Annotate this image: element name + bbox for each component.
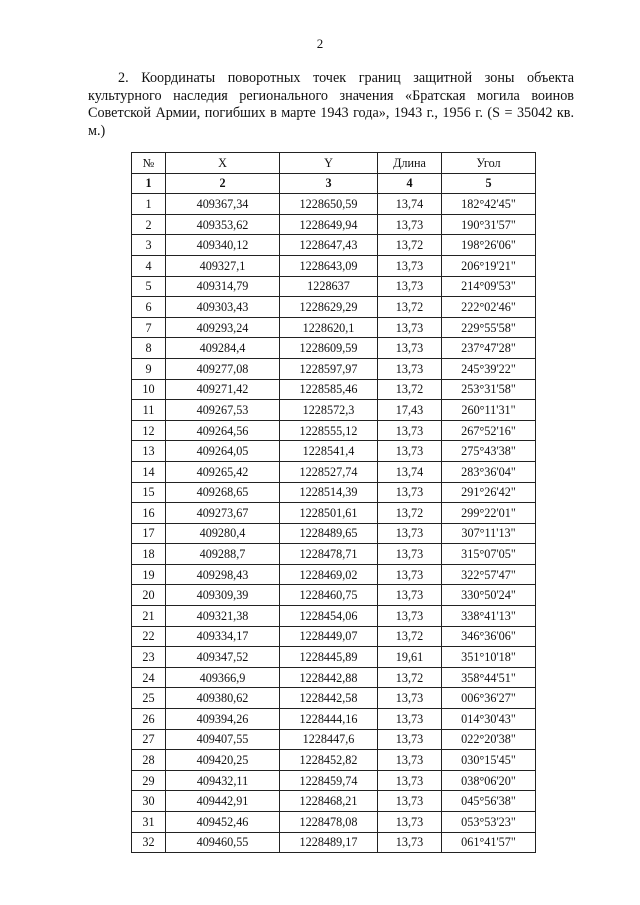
cell-x: 409347,52	[166, 647, 280, 668]
cell-length: 13,72	[378, 379, 442, 400]
cell-angle: 330°50'24"	[442, 585, 536, 606]
cell-x: 409380,62	[166, 688, 280, 709]
cell-length: 19,61	[378, 647, 442, 668]
cell-y: 1228478,71	[280, 544, 378, 565]
table-row	[132, 606, 536, 627]
cell-length: 13,73	[378, 585, 442, 606]
cell-length: 13,73	[378, 709, 442, 730]
cell-y: 1228468,21	[280, 791, 378, 812]
cell-angle: 253°31'58"	[442, 379, 536, 400]
column-number: 2	[166, 173, 280, 194]
cell-length: 13,72	[378, 297, 442, 318]
cell-number: 19	[132, 564, 166, 585]
table-row	[132, 317, 536, 338]
cell-number: 18	[132, 544, 166, 565]
cell-length: 13,72	[378, 667, 442, 688]
cell-number: 11	[132, 400, 166, 421]
cell-x: 409452,46	[166, 812, 280, 833]
table-row	[132, 379, 536, 400]
header-length: Длина	[378, 153, 442, 174]
cell-angle: 038°06'20"	[442, 770, 536, 791]
cell-y: 1228444,16	[280, 709, 378, 730]
coordinates-table	[131, 152, 536, 853]
cell-length: 13,73	[378, 358, 442, 379]
cell-x: 409284,4	[166, 338, 280, 359]
cell-x: 409288,7	[166, 544, 280, 565]
cell-y: 1228452,82	[280, 750, 378, 771]
cell-x: 409442,91	[166, 791, 280, 812]
cell-length: 13,74	[378, 461, 442, 482]
cell-angle: 045°56'38"	[442, 791, 536, 812]
cell-x: 409280,4	[166, 523, 280, 544]
table-row	[132, 832, 536, 853]
column-number: 5	[442, 173, 536, 194]
cell-number: 24	[132, 667, 166, 688]
cell-angle: 198°26'06"	[442, 235, 536, 256]
cell-x: 409264,05	[166, 441, 280, 462]
table-row	[132, 276, 536, 297]
cell-x: 409420,25	[166, 750, 280, 771]
cell-x: 409298,43	[166, 564, 280, 585]
table-row	[132, 503, 536, 524]
cell-y: 1228527,74	[280, 461, 378, 482]
section-intro-text: 2. Координаты поворотных точек границ защитной зоны объекта культурного наследия регионального значения «Братская могила воинов Советской Армии, погибших в марте 1943 года», 1943 г., 1956 г. (S = 35042 кв. м.)	[88, 70, 574, 139]
cell-number: 6	[132, 297, 166, 318]
cell-length: 13,73	[378, 832, 442, 853]
cell-angle: 053°53'23"	[442, 812, 536, 833]
header-angle: Угол	[442, 153, 536, 174]
table-row	[132, 214, 536, 235]
cell-angle: 283°36'04"	[442, 461, 536, 482]
cell-x: 409340,12	[166, 235, 280, 256]
header-x: X	[166, 153, 280, 174]
cell-x: 409407,55	[166, 729, 280, 750]
cell-angle: 206°19'21"	[442, 255, 536, 276]
cell-y: 1228555,12	[280, 420, 378, 441]
cell-number: 5	[132, 276, 166, 297]
cell-y: 1228442,88	[280, 667, 378, 688]
table-row	[132, 358, 536, 379]
cell-length: 13,73	[378, 770, 442, 791]
table-row	[132, 235, 536, 256]
cell-y: 1228501,61	[280, 503, 378, 524]
coordinates-table-body	[132, 194, 536, 853]
cell-y: 1228469,02	[280, 564, 378, 585]
cell-y: 1228541,4	[280, 441, 378, 462]
table-row	[132, 544, 536, 565]
cell-y: 1228620,1	[280, 317, 378, 338]
cell-number: 21	[132, 606, 166, 627]
cell-angle: 267°52'16"	[442, 420, 536, 441]
cell-number: 16	[132, 503, 166, 524]
cell-number: 30	[132, 791, 166, 812]
cell-angle: 275°43'38"	[442, 441, 536, 462]
cell-number: 31	[132, 812, 166, 833]
table-row	[132, 770, 536, 791]
cell-y: 1228647,43	[280, 235, 378, 256]
cell-angle: 351°10'18"	[442, 647, 536, 668]
cell-number: 3	[132, 235, 166, 256]
table-row	[132, 626, 536, 647]
cell-number: 7	[132, 317, 166, 338]
cell-y: 1228489,65	[280, 523, 378, 544]
cell-x: 409267,53	[166, 400, 280, 421]
cell-number: 13	[132, 441, 166, 462]
cell-angle: 237°47'28"	[442, 338, 536, 359]
cell-number: 1	[132, 194, 166, 215]
cell-length: 13,72	[378, 626, 442, 647]
table-row	[132, 420, 536, 441]
cell-y: 1228597,97	[280, 358, 378, 379]
cell-y: 1228585,46	[280, 379, 378, 400]
cell-angle: 245°39'22"	[442, 358, 536, 379]
cell-angle: 322°57'47"	[442, 564, 536, 585]
table-header-row	[132, 153, 536, 174]
cell-length: 13,73	[378, 255, 442, 276]
cell-length: 13,73	[378, 214, 442, 235]
table-row	[132, 709, 536, 730]
cell-angle: 291°26'42"	[442, 482, 536, 503]
cell-length: 13,73	[378, 338, 442, 359]
cell-number: 32	[132, 832, 166, 853]
column-number: 3	[280, 173, 378, 194]
cell-x: 409264,56	[166, 420, 280, 441]
cell-y: 1228449,07	[280, 626, 378, 647]
column-number: 1	[132, 173, 166, 194]
cell-y: 1228514,39	[280, 482, 378, 503]
table-row	[132, 729, 536, 750]
cell-number: 4	[132, 255, 166, 276]
cell-x: 409309,39	[166, 585, 280, 606]
cell-number: 29	[132, 770, 166, 791]
table-row	[132, 688, 536, 709]
cell-x: 409460,55	[166, 832, 280, 853]
column-number: 4	[378, 173, 442, 194]
cell-number: 15	[132, 482, 166, 503]
cell-number: 2	[132, 214, 166, 235]
column-number-row	[132, 173, 536, 194]
cell-y: 1228643,09	[280, 255, 378, 276]
cell-y: 1228650,59	[280, 194, 378, 215]
table-row	[132, 667, 536, 688]
table-row	[132, 461, 536, 482]
cell-y: 1228460,75	[280, 585, 378, 606]
cell-x: 409271,42	[166, 379, 280, 400]
table-row	[132, 194, 536, 215]
cell-length: 13,72	[378, 235, 442, 256]
cell-y: 1228454,06	[280, 606, 378, 627]
cell-angle: 346°36'06"	[442, 626, 536, 647]
table-row	[132, 647, 536, 668]
table-row	[132, 338, 536, 359]
table-row	[132, 482, 536, 503]
cell-length: 13,73	[378, 791, 442, 812]
cell-angle: 315°07'05"	[442, 544, 536, 565]
header-number: №	[132, 153, 166, 174]
cell-length: 13,73	[378, 606, 442, 627]
cell-y: 1228478,08	[280, 812, 378, 833]
cell-y: 1228459,74	[280, 770, 378, 791]
cell-angle: 299°22'01"	[442, 503, 536, 524]
cell-y: 1228637	[280, 276, 378, 297]
cell-x: 409394,26	[166, 709, 280, 730]
cell-number: 14	[132, 461, 166, 482]
table-row	[132, 750, 536, 771]
cell-x: 409334,17	[166, 626, 280, 647]
cell-x: 409303,43	[166, 297, 280, 318]
table-row	[132, 791, 536, 812]
cell-x: 409265,42	[166, 461, 280, 482]
table-row	[132, 812, 536, 833]
cell-number: 27	[132, 729, 166, 750]
cell-length: 13,73	[378, 482, 442, 503]
cell-length: 13,73	[378, 523, 442, 544]
cell-x: 409321,38	[166, 606, 280, 627]
cell-x: 409273,67	[166, 503, 280, 524]
cell-angle: 014°30'43"	[442, 709, 536, 730]
table-row	[132, 255, 536, 276]
cell-x: 409353,62	[166, 214, 280, 235]
cell-number: 22	[132, 626, 166, 647]
table-row	[132, 441, 536, 462]
cell-length: 17,43	[378, 400, 442, 421]
cell-length: 13,73	[378, 420, 442, 441]
cell-angle: 190°31'57"	[442, 214, 536, 235]
cell-y: 1228649,94	[280, 214, 378, 235]
cell-x: 409366,9	[166, 667, 280, 688]
cell-x: 409277,08	[166, 358, 280, 379]
cell-length: 13,73	[378, 729, 442, 750]
cell-y: 1228629,29	[280, 297, 378, 318]
cell-number: 26	[132, 709, 166, 730]
cell-y: 1228489,17	[280, 832, 378, 853]
cell-y: 1228572,3	[280, 400, 378, 421]
cell-angle: 338°41'13"	[442, 606, 536, 627]
cell-number: 9	[132, 358, 166, 379]
table-row	[132, 523, 536, 544]
cell-x: 409293,24	[166, 317, 280, 338]
cell-length: 13,73	[378, 544, 442, 565]
cell-length: 13,74	[378, 194, 442, 215]
cell-y: 1228442,58	[280, 688, 378, 709]
table-row	[132, 297, 536, 318]
cell-y: 1228447,6	[280, 729, 378, 750]
cell-length: 13,73	[378, 564, 442, 585]
cell-angle: 022°20'38"	[442, 729, 536, 750]
cell-angle: 307°11'13"	[442, 523, 536, 544]
header-y: Y	[280, 153, 378, 174]
cell-angle: 061°41'57"	[442, 832, 536, 853]
cell-length: 13,73	[378, 812, 442, 833]
cell-x: 409327,1	[166, 255, 280, 276]
cell-number: 17	[132, 523, 166, 544]
section-intro	[88, 70, 574, 140]
cell-x: 409268,65	[166, 482, 280, 503]
cell-angle: 222°02'46"	[442, 297, 536, 318]
cell-y: 1228445,89	[280, 647, 378, 668]
cell-number: 28	[132, 750, 166, 771]
cell-number: 23	[132, 647, 166, 668]
cell-length: 13,72	[378, 503, 442, 524]
cell-length: 13,73	[378, 441, 442, 462]
cell-angle: 229°55'58"	[442, 317, 536, 338]
cell-number: 10	[132, 379, 166, 400]
cell-x: 409367,34	[166, 194, 280, 215]
cell-number: 25	[132, 688, 166, 709]
cell-angle: 006°36'27"	[442, 688, 536, 709]
cell-angle: 358°44'51"	[442, 667, 536, 688]
cell-length: 13,73	[378, 276, 442, 297]
cell-y: 1228609,59	[280, 338, 378, 359]
cell-angle: 030°15'45"	[442, 750, 536, 771]
cell-angle: 182°42'45"	[442, 194, 536, 215]
cell-angle: 214°09'53"	[442, 276, 536, 297]
cell-x: 409432,11	[166, 770, 280, 791]
cell-length: 13,73	[378, 750, 442, 771]
cell-length: 13,73	[378, 317, 442, 338]
page-number: 2	[316, 36, 324, 51]
table-row	[132, 400, 536, 421]
cell-number: 12	[132, 420, 166, 441]
cell-length: 13,73	[378, 688, 442, 709]
cell-number: 20	[132, 585, 166, 606]
cell-number: 8	[132, 338, 166, 359]
table-row	[132, 564, 536, 585]
table-row	[132, 585, 536, 606]
cell-angle: 260°11'31"	[442, 400, 536, 421]
cell-x: 409314,79	[166, 276, 280, 297]
